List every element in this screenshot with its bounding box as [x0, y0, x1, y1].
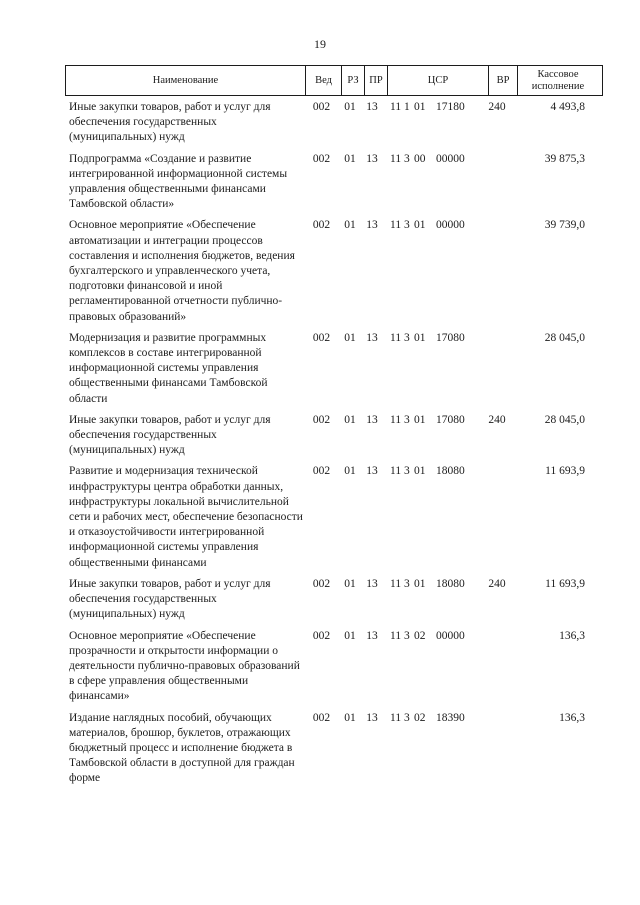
row-name: Иные закупки товаров, работ и услуг для обеспечения государственных (муниципальных) нужд	[69, 101, 271, 144]
row-csr	[383, 629, 483, 705]
csr-part: 11	[390, 711, 402, 724]
row-vr: 240	[488, 413, 506, 426]
row-rz: 01	[344, 331, 356, 344]
row-ved: 002	[312, 413, 331, 426]
row-vr: 240	[488, 101, 506, 113]
row-pr: 13	[366, 629, 378, 642]
csr-part: 01	[414, 465, 426, 478]
row-vr	[483, 464, 511, 570]
row-vr	[483, 152, 511, 213]
row-pr: 13	[366, 413, 378, 426]
row-name: Иные закупки товаров, работ и услуг для обеспечения государственных (муниципальных) нужд	[69, 577, 271, 621]
row-sum: 28 045,0	[544, 413, 585, 426]
csr-part: 01	[414, 331, 426, 344]
csr-part: 01	[414, 577, 426, 590]
row-rz: 01	[344, 101, 356, 113]
csr-part: 02	[414, 711, 426, 724]
row-pr: 13	[366, 577, 378, 590]
header-ved: Вед	[306, 66, 342, 95]
row-rz: 01	[344, 577, 356, 590]
csr-part: 18080	[436, 577, 465, 590]
row-rz: 01	[344, 711, 356, 724]
row-rz: 01	[344, 413, 356, 426]
row-sum: 136,3	[559, 711, 585, 724]
header-sum: Кассовое исполнение	[531, 68, 585, 92]
row-sum: 11 693,9	[545, 465, 585, 478]
csr-part: 17080	[436, 413, 465, 426]
table-row	[65, 711, 603, 787]
row-name: Иные закупки товаров, работ и услуг для обеспечения государственных (муниципальных) нужд	[69, 413, 271, 457]
row-sum: 28 045,0	[544, 331, 585, 344]
row-ved: 002	[312, 629, 331, 642]
row-ved: 002	[312, 331, 331, 344]
csr-part: 11	[390, 219, 402, 232]
csr-part: 11	[390, 413, 402, 426]
csr-part: 11	[390, 331, 402, 344]
csr-part: 11	[390, 465, 402, 478]
table-body	[65, 100, 603, 787]
table-header	[65, 65, 603, 96]
row-vr: 240	[488, 577, 506, 590]
row-pr: 13	[366, 101, 378, 113]
table-row	[65, 629, 603, 705]
row-vr	[483, 629, 511, 705]
header-vr: ВР	[489, 66, 518, 95]
row-csr	[383, 100, 483, 146]
csr-part: 11	[390, 577, 402, 590]
row-name: Издание наглядных пособий, обучающих материалов, брошюр, буклетов, отражающих бюджетный процесс и исполнение бюджета в Тамбовской области в доступной для граждан форме	[69, 711, 295, 785]
row-name: Модернизация и развитие программных комплексов в составе интегрированной информационной системы управления общественными финансами Тамбовской области	[69, 331, 268, 405]
row-csr	[383, 331, 483, 407]
csr-part: 11	[390, 629, 402, 642]
page-number: 19	[314, 37, 326, 51]
csr-part: 3	[404, 629, 410, 642]
row-sum: 136,3	[559, 629, 585, 642]
table-row	[65, 577, 603, 623]
row-csr	[383, 711, 483, 787]
row-csr	[383, 464, 483, 570]
csr-part: 3	[404, 413, 410, 426]
csr-part: 3	[404, 152, 410, 165]
csr-part: 02	[414, 629, 426, 642]
row-vr	[483, 218, 511, 324]
row-ved: 002	[312, 465, 331, 478]
row-name: Основное мероприятие «Обеспечение прозрачности и открытости информации о деятельности публично-правовых образований в сфере управления общественными финансами»	[69, 629, 300, 703]
table-row	[65, 464, 603, 570]
row-name: Развитие и модернизация технической инфраструктуры центра обработки данных, инфраструктуры локальной вычислительной сети и рабочих мест, обеспечение безопасности и отказоустойчивости интегрированной информационной системы управления общественными финансами	[69, 465, 303, 569]
row-pr: 13	[366, 219, 378, 232]
csr-part: 00000	[436, 629, 465, 642]
row-pr: 13	[366, 331, 378, 344]
row-sum: 39 875,3	[544, 152, 585, 165]
csr-part: 3	[404, 711, 410, 724]
row-pr: 13	[366, 465, 378, 478]
header-name: Наименование	[66, 66, 306, 95]
csr-part: 00	[414, 152, 426, 165]
row-rz: 01	[344, 465, 356, 478]
csr-part: 17180	[436, 101, 465, 113]
table-row	[65, 152, 603, 213]
row-csr	[383, 413, 483, 459]
row-ved: 002	[312, 101, 331, 113]
row-csr	[383, 577, 483, 623]
csr-part: 00000	[436, 219, 465, 232]
csr-part: 3	[404, 465, 410, 478]
table-row	[65, 331, 603, 407]
csr-part: 18080	[436, 465, 465, 478]
csr-part: 17080	[436, 331, 465, 344]
table-row	[65, 218, 603, 324]
table-row	[65, 100, 603, 146]
csr-part: 3	[404, 577, 410, 590]
row-name: Основное мероприятие «Обеспечение автоматизации и интеграции процессов составления и исполнения бюджетов, ведения бухгалтерского и управленческого учета, подготовки финансовой и иной регламентированной отчетности публично-правовых образований»	[69, 219, 295, 323]
csr-part: 3	[404, 331, 410, 344]
row-vr	[483, 711, 511, 787]
csr-part: 00000	[436, 152, 465, 165]
csr-part: 3	[404, 219, 410, 232]
row-csr	[383, 152, 483, 213]
csr-part: 11	[390, 152, 402, 165]
row-name: Подпрограмма «Создание и развитие интегрированной информационной системы управления общественными финансами Тамбовской области»	[69, 152, 288, 211]
row-vr	[483, 331, 511, 407]
row-csr	[383, 218, 483, 324]
row-rz: 01	[344, 629, 356, 642]
csr-part: 1	[404, 101, 410, 113]
row-sum: 4 493,8	[550, 101, 585, 113]
row-ved: 002	[312, 711, 331, 724]
row-pr: 13	[366, 152, 378, 165]
row-rz: 01	[344, 219, 356, 232]
csr-part: 01	[414, 219, 426, 232]
csr-part: 11	[390, 101, 402, 113]
header-pr: ПР	[365, 66, 388, 95]
row-pr: 13	[366, 711, 378, 724]
row-sum: 39 739,0	[544, 219, 585, 232]
row-ved: 002	[312, 219, 331, 232]
table-row	[65, 413, 603, 459]
csr-part: 18390	[436, 711, 465, 724]
row-rz: 01	[344, 152, 356, 165]
budget-table	[65, 65, 603, 793]
csr-part: 01	[414, 101, 426, 113]
header-rz: РЗ	[342, 66, 365, 95]
row-ved: 002	[312, 577, 331, 590]
row-ved: 002	[312, 152, 331, 165]
row-sum: 11 693,9	[545, 577, 585, 590]
header-csr: ЦСР	[388, 66, 489, 95]
csr-part: 01	[414, 413, 426, 426]
